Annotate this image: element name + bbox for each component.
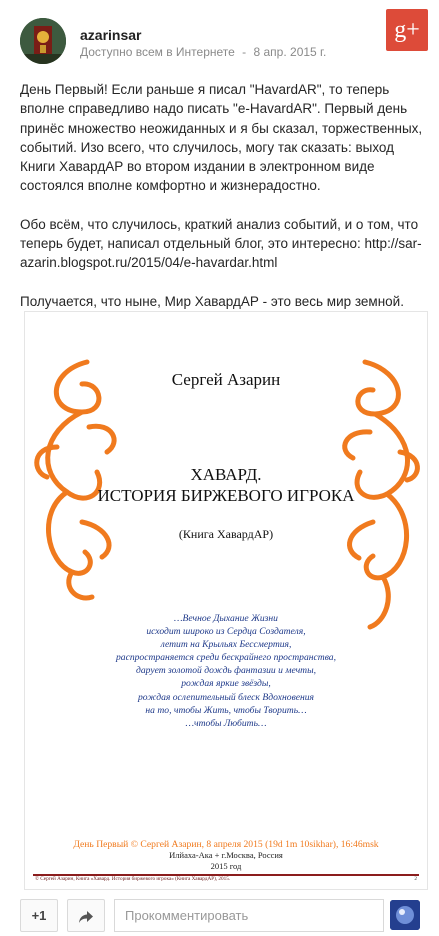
- document-page-number: 2: [414, 876, 417, 882]
- post-paragraph: День Первый! Если раньше я писал "HavardAR", то теперь вполне справедливо надо писать "e-HavardAR". Первый день принёс множество неожиданных и я бы сказал, торжественных, событий. Изо всего, что случилось, могу так сказать: выход Книги ХавардАР во втором издании в электронном виде состоялся вполне комфортно и жизнерадостно.: [20, 82, 423, 194]
- post-body: [20, 80, 425, 330]
- document-poem: [25, 612, 427, 730]
- document-stamp: День Первый © Сергей Азарин, 8 апреля 2015 (19d 1m 10sikhar), 16:46msk: [73, 839, 379, 850]
- meta-separator: -: [242, 45, 247, 59]
- share-arrow-icon: [78, 910, 94, 924]
- document-title-line: ХАВАРД.: [190, 465, 262, 484]
- author-avatar[interactable]: [20, 18, 66, 64]
- visibility-label: Доступно всем в Интернете: [80, 45, 235, 59]
- poem-line: летит на Крыльях Бессмертия,: [160, 639, 292, 651]
- post-actions-bar: [0, 897, 439, 936]
- poem-line: рождая ослепительный блеск Вдохновения: [137, 691, 315, 703]
- document-copyright: © Сергей Азарин, Книга «Хавард. История биржевого игрока» (Книга ХавардАР), 2015.: [35, 876, 231, 882]
- attached-document-image[interactable]: [24, 311, 428, 890]
- place-line: 2015 год: [210, 861, 242, 871]
- place-line: Илйаха-Ака + г.Москва, Россия: [169, 850, 283, 860]
- poem-line: рождая яркие звёзды,: [181, 678, 271, 690]
- post-paragraph: Обо всём, что случилось, краткий анализ событий, и о том, что теперь будет, написал отдельный блог, это интересно: http://sar-azarin.blogspot.ru/2015/04/e-havardar.html: [20, 216, 422, 271]
- gplus-icon[interactable]: g+: [386, 9, 428, 51]
- post-meta: [80, 45, 326, 59]
- post-paragraph: Получается, что ныне, Мир ХавардАР - это весь мир земной.: [20, 293, 404, 309]
- document-place: [25, 850, 427, 872]
- post-date[interactable]: 8 апр. 2015 г.: [253, 45, 327, 59]
- document-title: [25, 464, 427, 506]
- poem-line: …Вечное Дыхание Жизни: [174, 613, 278, 624]
- current-user-avatar[interactable]: [390, 900, 420, 930]
- comment-input[interactable]: Прокомментировать: [114, 899, 384, 932]
- document-author: Сергей Азарин: [171, 370, 281, 389]
- plus-one-button[interactable]: +1: [20, 899, 58, 932]
- author-name[interactable]: azarinsar: [80, 27, 142, 43]
- poem-line: дарует золотой дождь фантазии и мечты,: [136, 665, 316, 677]
- post-header: [0, 0, 439, 70]
- document-title-line: ИСТОРИЯ БИРЖЕВОГО ИГРОКА: [97, 486, 355, 505]
- poem-line: распространяется среди бескрайнего пространства,: [115, 652, 336, 664]
- poem-line: на то, чтобы Жить, чтобы Творить…: [145, 704, 307, 716]
- document-subtitle: (Книга ХавардАР): [178, 527, 274, 541]
- poem-line: исходит широко из Сердца Создателя,: [146, 626, 306, 638]
- share-button[interactable]: [67, 899, 105, 932]
- poem-line: …чтобы Любить…: [185, 717, 267, 729]
